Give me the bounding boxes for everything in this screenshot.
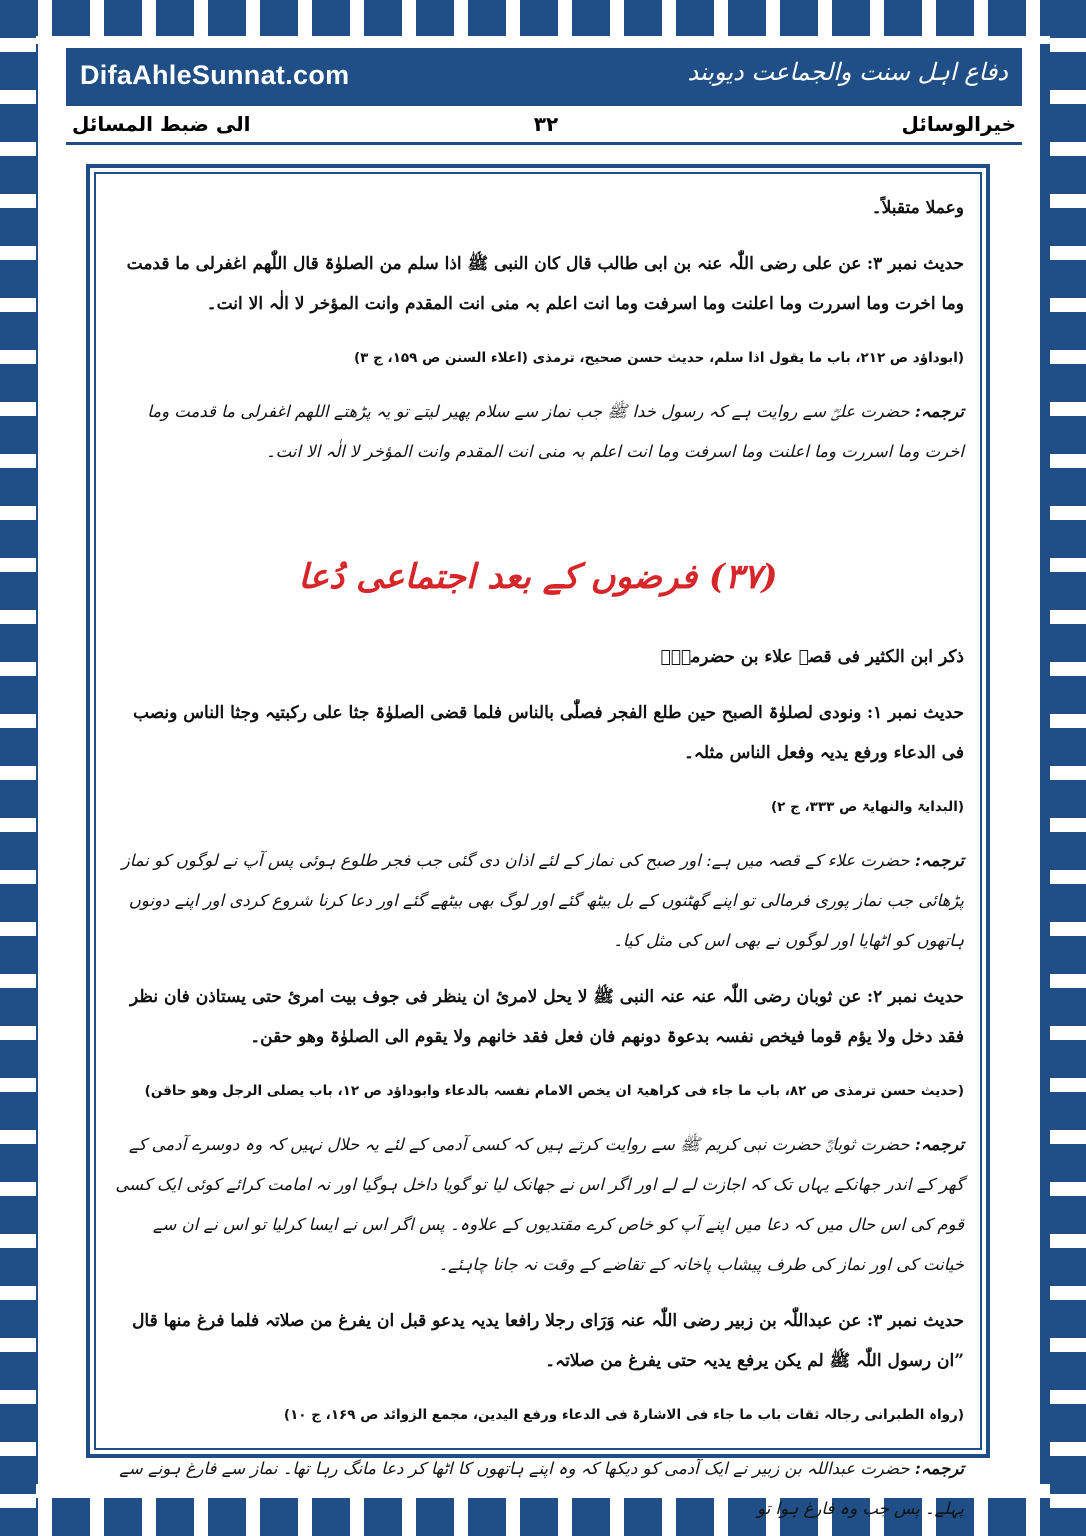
translation-text: حضرت علاء کے قصہ میں ہے: اور صبح کی نماز کے لئے اذان دی گئی جب فجر طلوع ہوئی پس آپ نے لوگوں کو نماز پڑھائی جب نماز پوری فرمالی تو اپنے گھٹنوں کے بل بیٹھ گئے اور لوگ بھی بیٹھے گئے اور دعا کرنا شروع کردی اور اپنے دونوں ہاتھوں کو اٹھایا اور لوگوں نے بھی اس کی مثل کیا۔ xyxy=(121,851,964,950)
hadith-2-label: حدیث نمبر ۲: xyxy=(866,987,964,1007)
translation-text: حضرت عبداللہ بن زبیر نے ایک آدمی کو دیکھا کہ وہ اپنے ہاتھوں کا اٹھا کر دعا مانگ رہا تھا۔ نماز سے فارغ ہونے سے پہلے۔ پس جب وہ فارغ ہوا تو xyxy=(119,1459,964,1518)
hadith-3b xyxy=(112,1301,964,1381)
hadith-3a-text: عن علی رضی اللّٰہ عنہ بن ابی طالب قال کان النبی ﷺ اذا سلم من الصلوٰۃ قال اللّٰھم اغفرلی ما قدمت وما اخرت وما اسررت وما اعلنت وما اسرفت وما انت اعلم بہ منی انت المقدم وانت المؤخر لا الٰہ الا انت۔ xyxy=(126,254,964,314)
content xyxy=(112,188,964,1529)
hadith-3a xyxy=(112,244,964,324)
hadith-3a-label: حدیث نمبر ۳: xyxy=(866,254,964,274)
intro-2: ذکر ابن الکثیر فی قصۃ علاء بن حضرمیؓ۔ xyxy=(660,647,964,667)
hadith-2-reference: (حدیث حسن ترمذی ص ۸۲، باب ما جاء فی کراھیۃ ان یخص الامام نفسہ بالدعاء وابوداؤد ص ۱۲، باب یصلی الرجل وھو حاقن) xyxy=(144,1083,964,1099)
subheader xyxy=(66,108,1022,145)
hadith-2 xyxy=(112,977,964,1057)
translation-label: ترجمہ: xyxy=(914,1459,964,1478)
hadith-3a-reference: (ابوداؤد ص ۲۱۲، باب ما یقول اذا سلم، حدیث حسن صحیح، ترمذی (اعلاء السنن ص ۱۵۹، ج ۳) xyxy=(354,350,964,366)
hadith-2-translation xyxy=(112,1125,964,1285)
hadith-2-text: عن ثوبان رضی اللّٰہ عنہ عنہ النبی ﷺ لا یحل لامرئ ان ینظر فی جوف بیت امرئ حتی یستاذن فان نظر فقد دخل ولا یؤم قوما فیخص نفسہ بدعوۃ دونھم فان فعل فقد خانھم ولا یقوم الی الصلوٰۃ وھو حقن۔ xyxy=(130,987,964,1047)
content-box xyxy=(86,164,990,1518)
translation-text: حضرت ثوبانؓ حضرت نبی کریم ﷺ سے روایت کرتے ہیں کہ کسی آدمی کے لئے یہ حلال نہیں کہ وہ دوسرے آدمی کے گھر کے اندر جھانکے یہاں تک کہ اجازت لے لے اور اگر اس نے جھانک لیا تو گویا داخل ہوگیا اور نہ امامت کرائے کوئی ایک کسی قوم کی اس حال میں کہ دعا میں اپنے آپ کو خاص کرے مقتدیوں کے علاوہ۔ پس اگر اس نے ایسا کرلیا تو اس نے ان سے خیانت کی اور نماز کی طرف پیشاب پاخانہ کے تقاضے کے وقت نہ جانا چاہئے۔ xyxy=(115,1135,964,1274)
translation-label: ترجمہ: xyxy=(914,402,964,421)
translation-label: ترجمہ: xyxy=(914,1135,964,1154)
hadith-3b-translation xyxy=(112,1449,964,1529)
hadith-3b-reference: (رواہ الطبرانی رجالہ ثقات باب ما جاء فی الاشارۃ فی الدعاء ورفع الیدین، مجمع الزوائد ص ۱۶۹، ج ۱۰) xyxy=(283,1407,964,1423)
page xyxy=(48,44,1038,1518)
page-number: ۳۲ xyxy=(533,112,559,136)
hadith-1-label: حدیث نمبر ۱: xyxy=(866,703,964,723)
hadith-1-text: ونودی لصلوٰۃ الصبح حین طلع الفجر فصلّٰی بالناس فلما قضی الصلوٰۃ جثا علی رکبتیہ وجثا الناس ونصب فی الدعاء ورفع یدیہ وفعل الناس مثلہ۔ xyxy=(133,703,964,763)
hadith-1-translation xyxy=(112,841,964,961)
section-heading: (۳۷) فرضوں کے بعد اجتماعی دُعا xyxy=(298,557,778,597)
hadith-3a-translation xyxy=(112,392,964,472)
org-name: دفاع اہل سنت والجماعت دیوبند xyxy=(687,58,1008,86)
hadith-1-reference: (البدایۃ والنھایۃ ص ۳۳۳، ج ۲) xyxy=(770,799,964,815)
hadith-3b-text: عن عبداللّٰہ بن زبیر رضی اللّٰہ عنہ وَرَای رجلا رافعا یدیہ یدعو قبل ان یفرغ من صلاتہ فلما فرغ منھا قال ”ان رسول اللّٰہ ﷺ لم یکن یرفع یدیہ حتی یفرغ من صلاتہ۔ xyxy=(132,1311,964,1371)
site-name[interactable]: DifaAhleSunnat.com xyxy=(80,60,350,90)
header-bar xyxy=(66,48,1022,106)
hadith-3b-label: حدیث نمبر ۳: xyxy=(866,1311,964,1331)
chapter-title: الی ضبط المسائل xyxy=(72,112,251,136)
translation-label: ترجمہ: xyxy=(914,851,964,870)
hadith-1 xyxy=(112,693,964,773)
border-gap-top xyxy=(36,36,1050,44)
translation-text: حضرت علیؓ سے روایت ہے کہ رسول خدا ﷺ جب نماز سے سلام پھیر لیتے تو یہ پڑھتے اللھم اغفرلی ما قدمت وما اخرت وما اسررت وما اعلنت وما اسرفت وما انت اعلم بہ منی انت المقدم وانت المؤخر لا الٰہ الا انت۔ xyxy=(147,402,964,461)
intro-line: وعملا متقبلاً۔ xyxy=(871,198,964,218)
book-title: خیرالوسائل xyxy=(901,112,1016,136)
